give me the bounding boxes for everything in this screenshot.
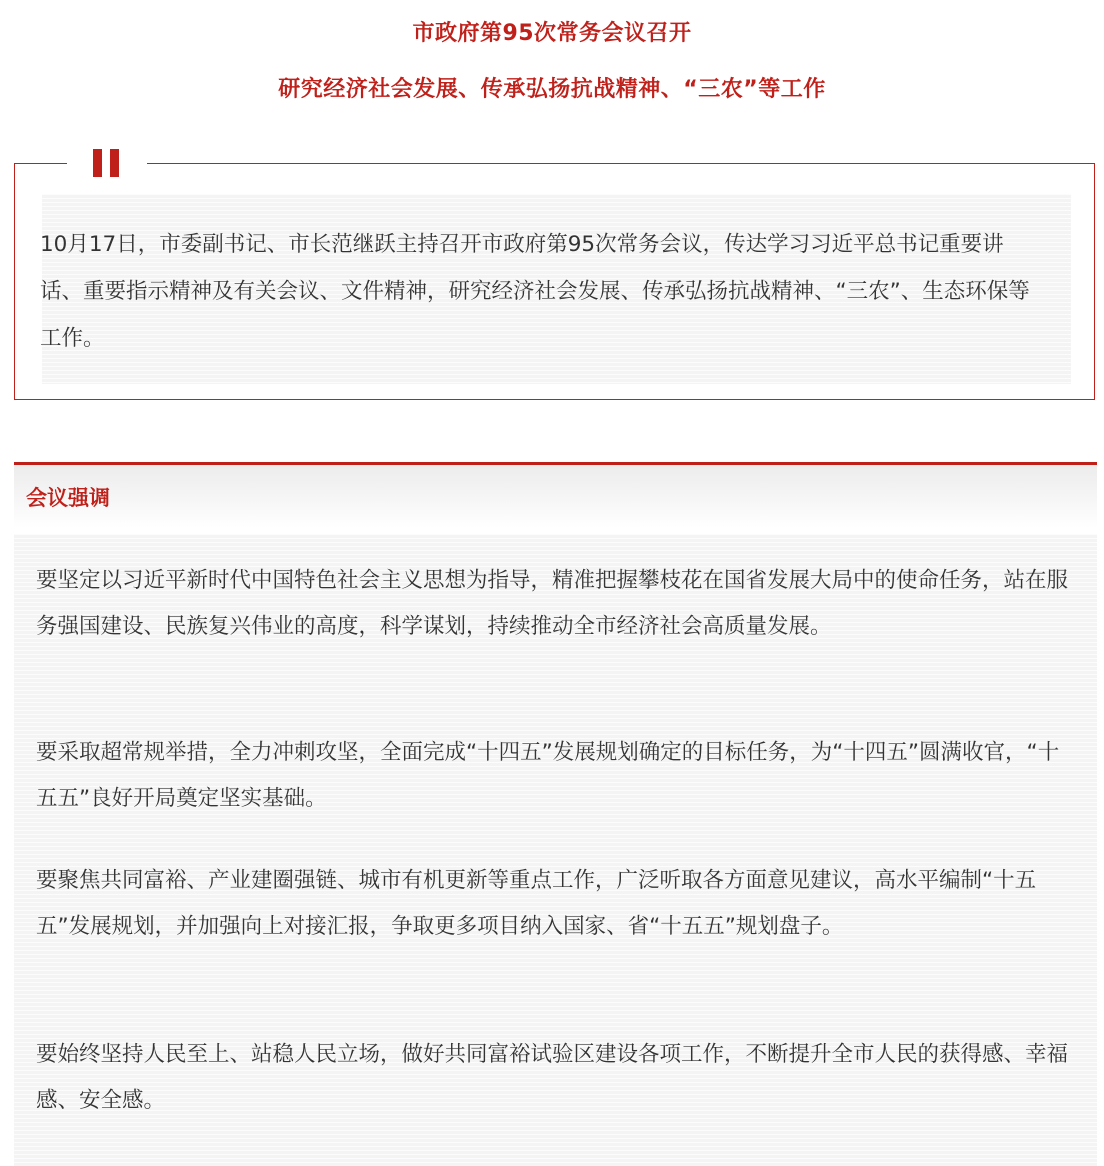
intro-box (14, 163, 1095, 400)
paragraph: 要坚定以习近平新时代中国特色社会主义思想为指导，精准把握攀枝花在国省发展大局中的使命任务，站在服务强国建设、民族复兴伟业的高度，科学谋划，持续推动全市经济社会高质量发展。 (36, 568, 1069, 639)
double-bar-icon (89, 149, 129, 179)
paragraph: 要采取超常规举措，全力冲刺攻坚，全面完成“十四五”发展规划确定的目标任务，为“十四五”圆满收官，“十五五”良好开局奠定坚实基础。 (36, 740, 1060, 811)
page-subtitle: 研究经济社会发展、传承弘扬抗战精神、“三农”等工作 (278, 77, 826, 102)
section-header (14, 465, 1097, 528)
meeting-emphasis-section (14, 462, 1097, 1166)
paragraph: 要聚焦共同富裕、产业建圈强链、城市有机更新等重点工作，广泛听取各方面意见建议，高水平编制“十五五”发展规划，并加强向上对接汇报，争取更多项目纳入国家、省“十五五”规划盘子。 (36, 868, 1037, 939)
section-title: 会议强调 (26, 486, 110, 510)
intro-text: 10月17日，市委副书记、市长范继跃主持召开市政府第95次常务会议，传达学习习近平总书记重要讲话、重要指示精神及有关会议、文件精神，研究经济社会发展、传承弘扬抗战精神、“三农”、生态环保等工作。 (40, 232, 1030, 351)
page-title: 市政府第95次常务会议召开 (412, 21, 692, 46)
paragraph: 要始终坚持人民至上、站稳人民立场，做好共同富裕试验区建设各项工作，不断提升全市人民的获得感、幸福感、安全感。 (36, 1042, 1069, 1113)
section-body (14, 534, 1097, 1166)
